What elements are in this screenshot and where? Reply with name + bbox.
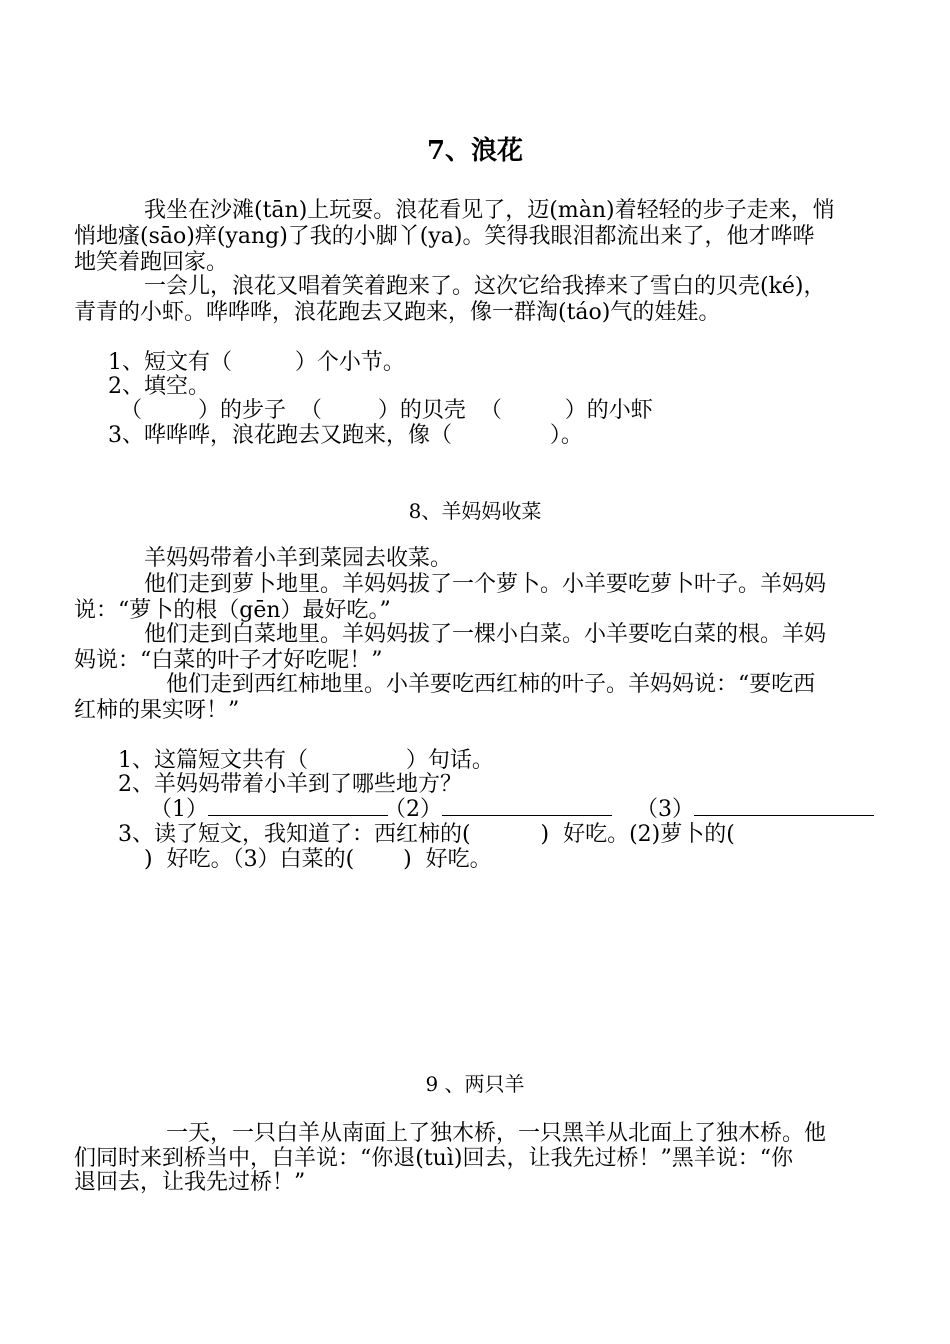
s8-line-2: 他们走到萝卜地里。羊妈妈拔了一个萝卜。小羊要吃萝卜叶子。羊妈妈 (144, 572, 827, 597)
s9-line-3: 退回去，让我先过桥！” (74, 1170, 306, 1195)
s8-q2-label-2: （2） (384, 797, 442, 822)
s7-p1-line-2: 悄地瘙(sāo)痒(yang)了我的小脚丫(ya)。笑得我眼泪都流出来了，他才哗哗 (74, 224, 815, 249)
s8-line-5: 妈说：“白菜的叶子才好吃呢！” (74, 648, 383, 673)
s8-question-3-line-2: ) 好吃。（3）白菜的( ) 好吃。 (144, 847, 492, 872)
s8-q2-answer-2 (384, 797, 612, 823)
section-7-title: 7、浪花 (426, 136, 524, 166)
s7-p1-line-1: 我坐在沙滩(tān)上玩耍。浪花看见了，迈(màn)着轻轻的步子走来，悄 (144, 198, 835, 223)
s9-line-2: 们同时来到桥当中，白羊说：“你退(tuì)回去，让我先过桥！”黑羊说：“你 (74, 1146, 793, 1171)
s7-question-3: 3、哗哗哗，浪花跑去又跑来，像（ ）。 (108, 423, 583, 448)
s8-line-6: 他们走到西红柿地里。小羊要吃西红柿的叶子。羊妈妈说：“要吃西 (166, 672, 816, 697)
s8-line-4: 他们走到白菜地里。羊妈妈拔了一棵小白菜。小羊要吃白菜的根。羊妈 (144, 622, 827, 647)
section-9-title: 9 、两只羊 (425, 1072, 525, 1096)
s8-q2-answer-3 (636, 797, 874, 823)
answer-blank-1[interactable] (208, 797, 388, 816)
s7-question-1: 1、短文有（ ）个小节。 (108, 350, 405, 375)
answer-blank-3[interactable] (694, 797, 874, 816)
s7-p2-line-2: 青青的小虾。哗哗哗，浪花跑去又跑来，像一群淘(táo)气的娃娃。 (74, 300, 721, 325)
section-8-title: 8、羊妈妈收菜 (408, 499, 542, 523)
s8-question-2: 2、羊妈妈带着小羊到了哪些地方？ (118, 772, 462, 797)
s9-line-1: 一天，一只白羊从南面上了独木桥，一只黑羊从北面上了独木桥。他 (166, 1121, 827, 1146)
s8-question-1: 1、这篇短文共有（ ）句话。 (118, 748, 494, 773)
s8-line-7: 红柿的果实呀！” (74, 698, 240, 723)
s8-line-1: 羊妈妈带着小羊到菜园去收菜。 (144, 546, 453, 571)
s7-question-2: 2、填空。 (108, 374, 210, 399)
s8-q2-answer-1 (150, 797, 388, 823)
s8-question-3-line-1: 3、读了短文，我知道了：西红柿的( ) 好吃。(2)萝卜的( (118, 822, 735, 847)
s7-question-2-fill: （ ）的步子 （ ）的贝壳 （ ）的小虾 (120, 398, 653, 423)
s7-p1-line-3: 地笑着跑回家。 (74, 250, 229, 275)
s8-q2-label-3: （3） (636, 797, 694, 822)
s8-line-3: 说：“萝卜的根（gēn）最好吃。” (74, 598, 391, 623)
s8-q2-label-1: （1） (150, 797, 208, 822)
s7-p2-line-1: 一会儿，浪花又唱着笑着跑来了。这次它给我捧来了雪白的贝壳(ké)， (144, 274, 826, 299)
answer-blank-2[interactable] (442, 797, 612, 816)
